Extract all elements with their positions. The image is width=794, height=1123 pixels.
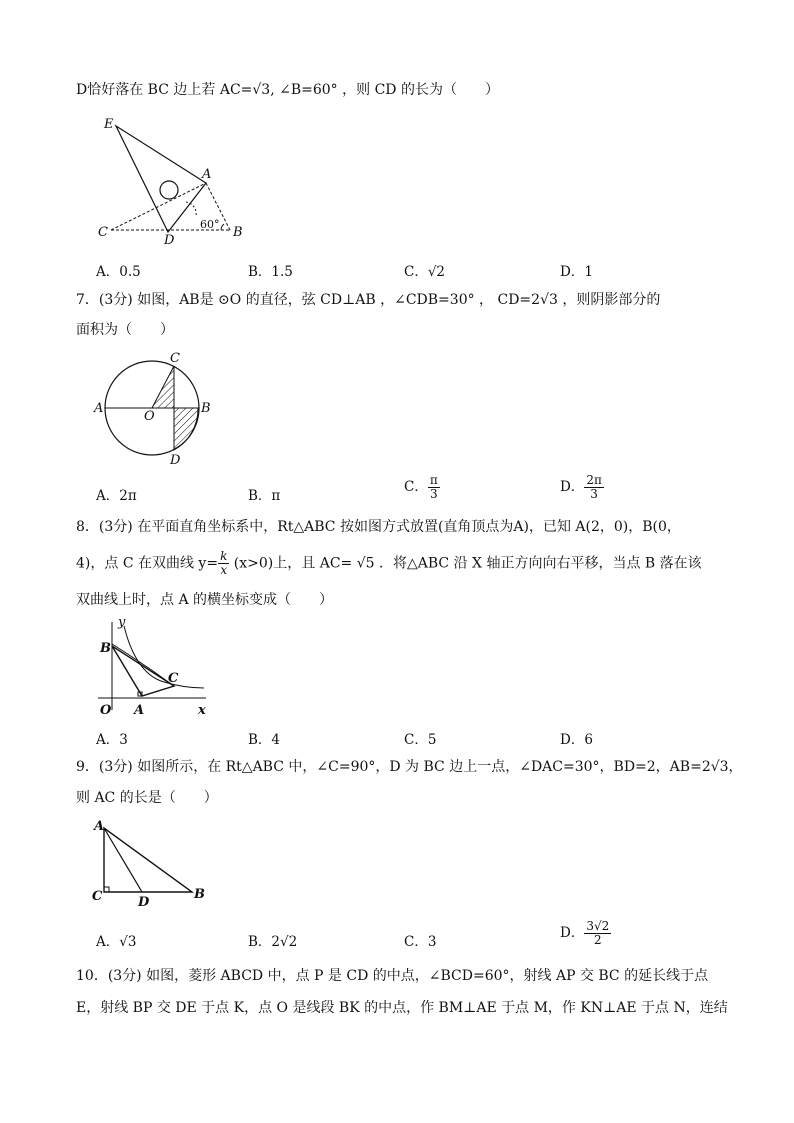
label-B: B xyxy=(194,887,205,902)
q7-option-b: B．π xyxy=(248,488,281,504)
label-D: D xyxy=(170,453,181,466)
q8-option-a: A．3 xyxy=(96,732,128,748)
label-D: D xyxy=(138,895,150,908)
label-O: O xyxy=(100,703,112,718)
label-E: E xyxy=(104,117,114,132)
label-x: x xyxy=(198,703,206,718)
q6-option-b: B．1.5 xyxy=(248,264,293,280)
q9-option-c: C．3 xyxy=(404,934,437,950)
label-B: B xyxy=(100,641,111,656)
label-A: A xyxy=(94,401,104,416)
q7-line1: 7．(3分) 如图，AB是 ⊙O 的直径，弦 CD⊥AB ，∠CDB=30° ， CD=2√3 ，则阴影部分的 xyxy=(76,292,661,308)
label-D: D xyxy=(164,233,175,246)
q7-line2: 面积为（ ） xyxy=(76,322,174,338)
q6-figure xyxy=(96,116,256,246)
label-B: B xyxy=(201,401,211,416)
q9-option-d: D． $\frac{3√2}{2}$ xyxy=(560,919,610,947)
q7-option-d: D． $\frac{2\pi}{3}$ xyxy=(560,473,602,501)
q6-option-a: A．0.5 xyxy=(96,264,141,280)
q9-line1: 9．(3分) 如图所示，在 Rt△ABC 中，∠C=90°，D 为 BC 边上一点，∠DAC=30°，BD=2，AB=2√3， xyxy=(76,759,743,775)
q7-option-a: A．2π xyxy=(96,488,137,504)
label-C: C xyxy=(98,225,108,240)
q9-line2: 则 AC 的长是（ ） xyxy=(76,790,218,806)
q8-option-d: D．6 xyxy=(560,732,593,748)
label-C: C xyxy=(168,671,179,686)
label-C: C xyxy=(92,889,103,904)
q9-figure xyxy=(92,818,212,908)
q10-line1: 10．(3分) 如图，菱形 ABCD 中，点 P 是 CD 的中点，∠BCD=60°，射线 AP 交 BC 的延长线于点 xyxy=(76,968,709,984)
q10-line2: E，射线 BP 交 DE 于点 K，点 O 是线段 BK 的中点，作 BM⊥AE 于点 M，作 KN⊥AE 于点 N，连结 xyxy=(76,1000,728,1016)
label-A: A xyxy=(94,819,105,834)
q8-line3: 双曲线上时，点 A 的横坐标变成（ ） xyxy=(76,592,334,608)
q6-option-c: C．√2 xyxy=(404,264,446,280)
q6-text: D恰好落在 BC 边上若 AC=√3, ∠B=60° ，则 CD 的长为（ ） xyxy=(76,82,499,98)
label-y: y xyxy=(118,615,126,630)
q8-option-b: B．4 xyxy=(248,732,281,748)
q8-line2: 4)，点 C 在双曲线 y= $\frac{k}{x}$ (x>0)上，且 AC= √5 ．将△ABC 沿 X 轴正方向向右平移，当点 B 落在该 xyxy=(76,549,702,577)
q9-option-a: A．√3 xyxy=(96,934,137,950)
label-angle: 60° xyxy=(200,218,220,231)
label-A: A xyxy=(202,167,212,182)
q9-option-b: B．2√2 xyxy=(248,934,298,950)
q8-option-c: C．5 xyxy=(404,732,437,748)
q8-line1: 8．(3分) 在平面直角坐标系中，Rt△ABC 按如图方式放置(直角顶点为A)，已知 A(2，0)，B(0， xyxy=(76,519,681,535)
label-C: C xyxy=(170,351,180,366)
label-O: O xyxy=(144,409,155,424)
q7-figure xyxy=(90,348,220,466)
label-B: B xyxy=(233,225,243,240)
q8-figure xyxy=(94,614,214,720)
label-A: A xyxy=(134,703,145,718)
q7-option-c: C． $\frac{\pi}{3}$ xyxy=(404,473,438,501)
q6-option-d: D．1 xyxy=(560,264,593,280)
